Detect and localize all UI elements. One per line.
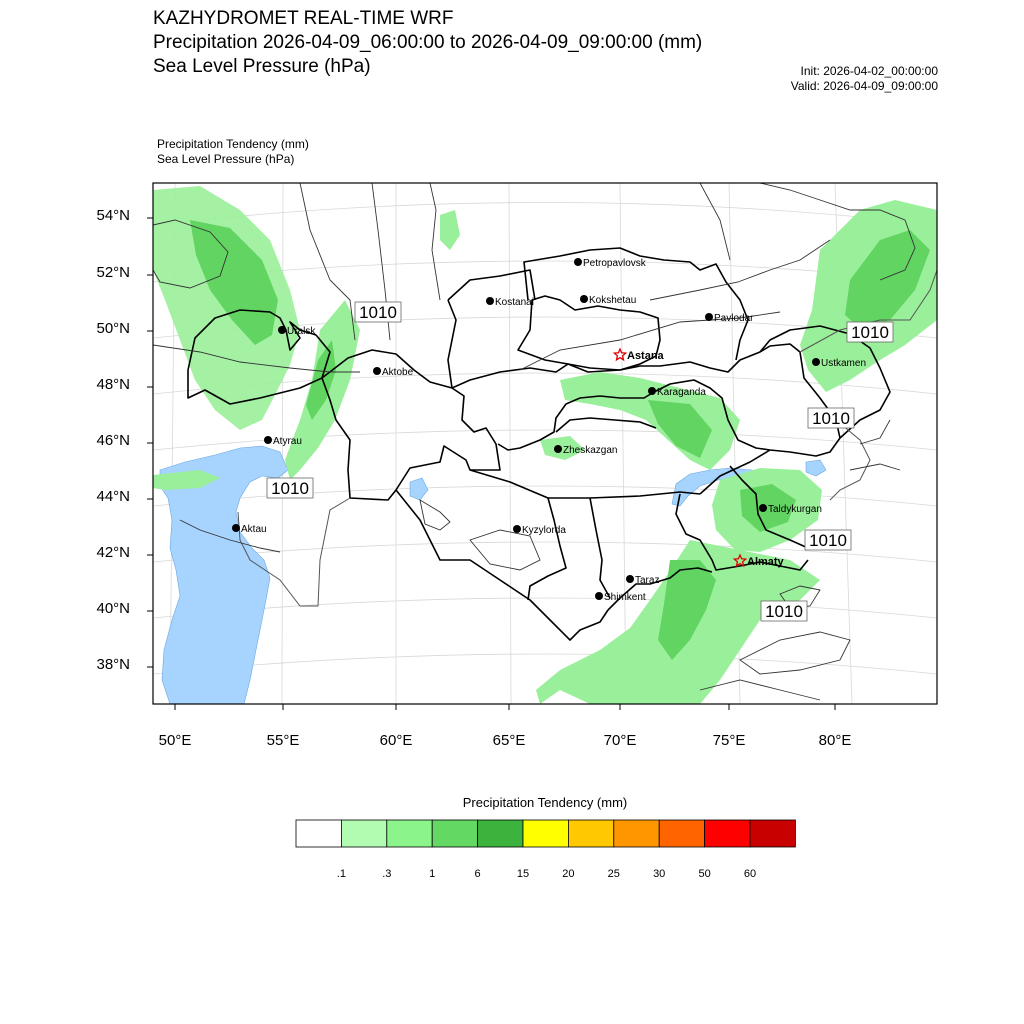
city-label: Atyrau [273, 436, 302, 447]
alakol-lake [806, 460, 826, 476]
lon-label-50: 50°E [158, 732, 192, 749]
lat-label-38: 38°N [96, 656, 130, 673]
city-dot-icon [373, 367, 381, 375]
colorbar-label: 15 [516, 868, 530, 880]
colorbar-label: 6 [474, 868, 481, 880]
lat-label-52: 52°N [96, 264, 130, 281]
city-zheskazgan [554, 445, 617, 456]
lon-label-80: 80°E [818, 732, 852, 749]
city-label: Kyzylorda [522, 525, 566, 536]
city-label: Petropavlovsk [583, 258, 646, 269]
capital-star-icon [614, 349, 625, 360]
city-label: Ustkamen [821, 358, 867, 369]
city-dot-icon [486, 297, 494, 305]
lon-label-55: 55°E [266, 732, 300, 749]
city-label: Aktau [241, 524, 267, 535]
city-dot-icon [580, 295, 588, 303]
colorbar-label: 25 [607, 868, 620, 880]
lat-label-44: 44°N [96, 488, 130, 505]
colorbar-label: .1 [336, 868, 346, 880]
city-dot-icon [554, 445, 562, 453]
lat-label-46: 46°N [96, 432, 130, 449]
city-taraz [626, 575, 659, 586]
lat-label-48: 48°N [96, 376, 130, 393]
isobar-label [847, 322, 893, 342]
colorbar-swatch [387, 820, 432, 847]
city-dot-icon [759, 504, 767, 512]
city-dot-icon [648, 387, 656, 395]
isobar-label [805, 530, 851, 550]
city-label: Karaganda [657, 387, 706, 398]
city-pavlodar [705, 313, 754, 324]
city-taldykurgan [759, 504, 822, 515]
colorbar-swatch [614, 820, 659, 847]
svg-text:1010: 1010 [809, 531, 847, 550]
map-subtitle-2: Sea Level Pressure (hPa) [153, 56, 371, 77]
colorbar-swatch [523, 820, 568, 847]
city-label: Zheskazgan [563, 445, 618, 456]
precipitation-field [153, 186, 937, 704]
city-label: Almaty [747, 556, 784, 568]
city-dot-icon [264, 436, 272, 444]
city-kokshetau [580, 295, 636, 306]
city-dot-icon [278, 326, 286, 334]
city-label: Uralsk [287, 326, 316, 337]
colorbar-swatch [478, 820, 523, 847]
svg-text:1010: 1010 [851, 323, 889, 342]
city-ustkamen [812, 358, 866, 369]
city-dot-icon [574, 258, 582, 266]
city-dot-icon [595, 592, 603, 600]
isobar-label [355, 302, 401, 322]
city-dot-icon [626, 575, 634, 583]
map-subtitle: Precipitation 2026-04-09_06:00:00 to 2026-04-09_09:00:00 (mm) [153, 32, 703, 53]
lat-label-54: 54°N [96, 207, 130, 224]
isobar-label [761, 601, 807, 621]
city-label: Aktobe [382, 367, 414, 378]
valid-time: Valid: 2026-04-09_09:00:00 [790, 79, 938, 93]
city-dot-icon [232, 524, 240, 532]
city-dot-icon [705, 313, 713, 321]
colorbar-swatch [750, 820, 795, 847]
isobar-label [267, 478, 313, 498]
city-label: Shimkent [604, 592, 646, 603]
lat-label-50: 50°N [96, 320, 130, 337]
city-label: Pavlodar [714, 313, 754, 324]
colorbar-label: .3 [382, 868, 392, 880]
svg-text:1010: 1010 [359, 303, 397, 322]
colorbar-label: 30 [653, 868, 666, 880]
lon-label-60: 60°E [379, 732, 413, 749]
colorbar-swatch [341, 820, 386, 847]
city-aktobe [373, 367, 414, 378]
city-kostanai [486, 297, 534, 308]
lon-label-70: 70°E [603, 732, 637, 749]
init-time: Init: 2026-04-02_00:00:00 [800, 64, 938, 78]
lon-label-75: 75°E [712, 732, 746, 749]
map-title: KAZHYDROMET REAL-TIME WRF [153, 8, 454, 29]
city-label: Astana [627, 350, 664, 362]
city-petropavlovsk [574, 258, 647, 269]
colorbar-title: Precipitation Tendency (mm) [462, 795, 628, 810]
city-karaganda [648, 387, 706, 398]
city-label: Taldykurgan [768, 504, 822, 515]
isobar-label [808, 408, 854, 428]
city-label: Kostanai [495, 297, 534, 308]
svg-text:1010: 1010 [812, 409, 850, 428]
colorbar-label: 1 [429, 868, 436, 880]
colorbar-swatch [568, 820, 613, 847]
field-label-slp: Sea Level Pressure (hPa) [157, 152, 295, 166]
city-label: Taraz [635, 575, 660, 586]
colorbar-swatch [659, 820, 704, 847]
colorbar-label: 60 [743, 868, 757, 880]
lon-label-65: 65°E [492, 732, 526, 749]
colorbar [296, 820, 795, 847]
city-dot-icon [812, 358, 820, 366]
svg-text:1010: 1010 [271, 479, 309, 498]
colorbar-swatch [705, 820, 750, 847]
map-plot-area [153, 183, 937, 704]
lat-label-42: 42°N [96, 544, 130, 561]
colorbar-label: 50 [698, 868, 711, 880]
colorbar-label: 20 [562, 868, 575, 880]
field-label-precip: Precipitation Tendency (mm) [157, 137, 309, 151]
city-shimkent [595, 592, 646, 603]
svg-text:1010: 1010 [765, 602, 803, 621]
aral-sea [410, 478, 428, 500]
colorbar-swatch [432, 820, 477, 847]
city-label: Kokshetau [589, 295, 637, 306]
colorbar-swatch [296, 820, 341, 847]
city-atyrau [264, 436, 302, 447]
lat-label-40: 40°N [96, 600, 130, 617]
city-dot-icon [513, 525, 521, 533]
